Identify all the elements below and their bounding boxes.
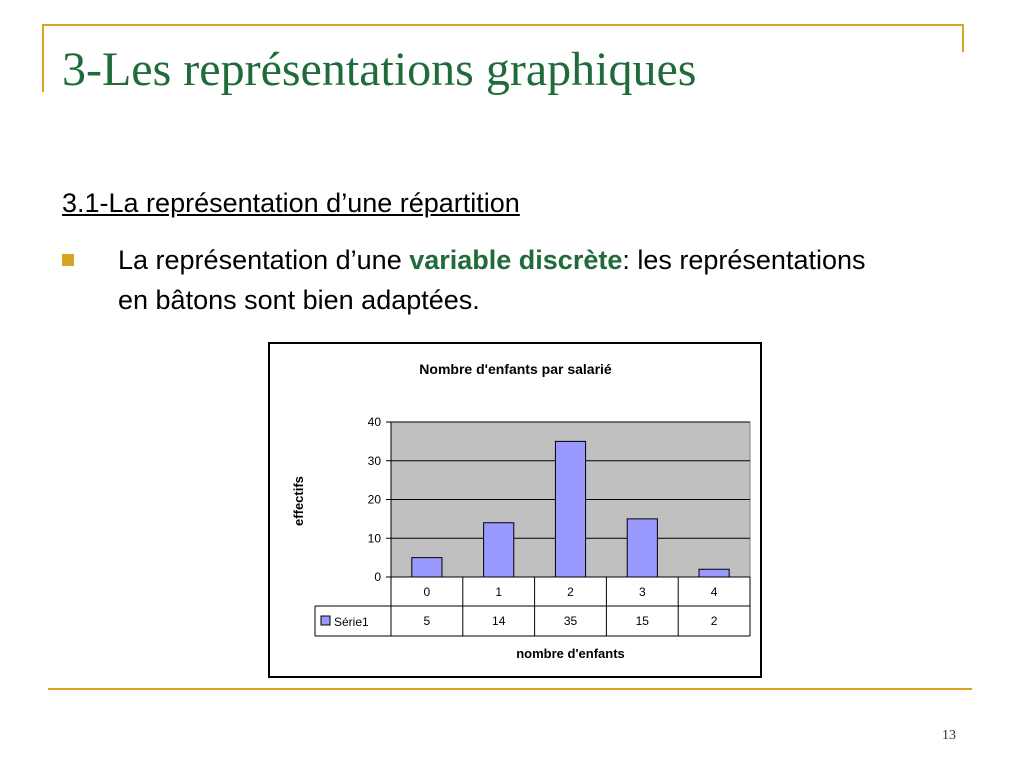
bar xyxy=(412,558,442,577)
bullet-text-after: : les représentations en bâtons sont bien adaptées. xyxy=(118,245,866,315)
bullet-emphasis: variable discrète xyxy=(409,245,623,275)
x-category-label: 2 xyxy=(567,585,574,599)
x-category-label: 0 xyxy=(423,585,431,599)
y-tick-label: 20 xyxy=(367,492,381,507)
bullet-text-before: La représentation d’une xyxy=(118,245,410,275)
bar xyxy=(484,523,514,577)
bar xyxy=(627,519,657,577)
bar xyxy=(699,569,729,577)
data-table-value: 5 xyxy=(423,614,431,628)
data-table-value: 2 xyxy=(710,614,718,628)
bar xyxy=(555,441,585,577)
x-category-label: 4 xyxy=(710,585,718,599)
frame-top-rule xyxy=(42,24,964,26)
data-table-value: 14 xyxy=(492,614,506,628)
x-axis-label: nombre d'enfants xyxy=(516,646,625,661)
slide-title: 3-Les représentations graphiques xyxy=(62,43,697,96)
legend-series-label: Série1 xyxy=(334,615,369,629)
page-number: 13 xyxy=(942,728,956,743)
section-subtitle: 3.1-La représentation d’une répartition xyxy=(62,188,520,218)
chart-canvas xyxy=(270,344,760,676)
y-tick-label: 40 xyxy=(367,415,381,429)
y-tick-label: 0 xyxy=(374,570,381,584)
y-tick-label: 30 xyxy=(367,453,381,468)
bullet-text xyxy=(118,240,878,320)
x-category-label: 1 xyxy=(495,585,503,599)
bullet-square-icon xyxy=(62,254,74,266)
data-table-value: 35 xyxy=(563,614,578,628)
data-table-value: 15 xyxy=(635,614,649,628)
bar-chart xyxy=(268,342,762,678)
y-tick-label: 10 xyxy=(367,531,381,546)
frame-right-rule xyxy=(962,24,964,52)
footer-rule xyxy=(48,688,972,690)
x-category-label: 3 xyxy=(638,585,646,599)
chart-title: Nombre d'enfants par salarié xyxy=(419,361,612,377)
y-axis-label: effectifs xyxy=(291,476,306,526)
legend-swatch xyxy=(321,616,330,625)
frame-left-rule xyxy=(42,24,44,92)
